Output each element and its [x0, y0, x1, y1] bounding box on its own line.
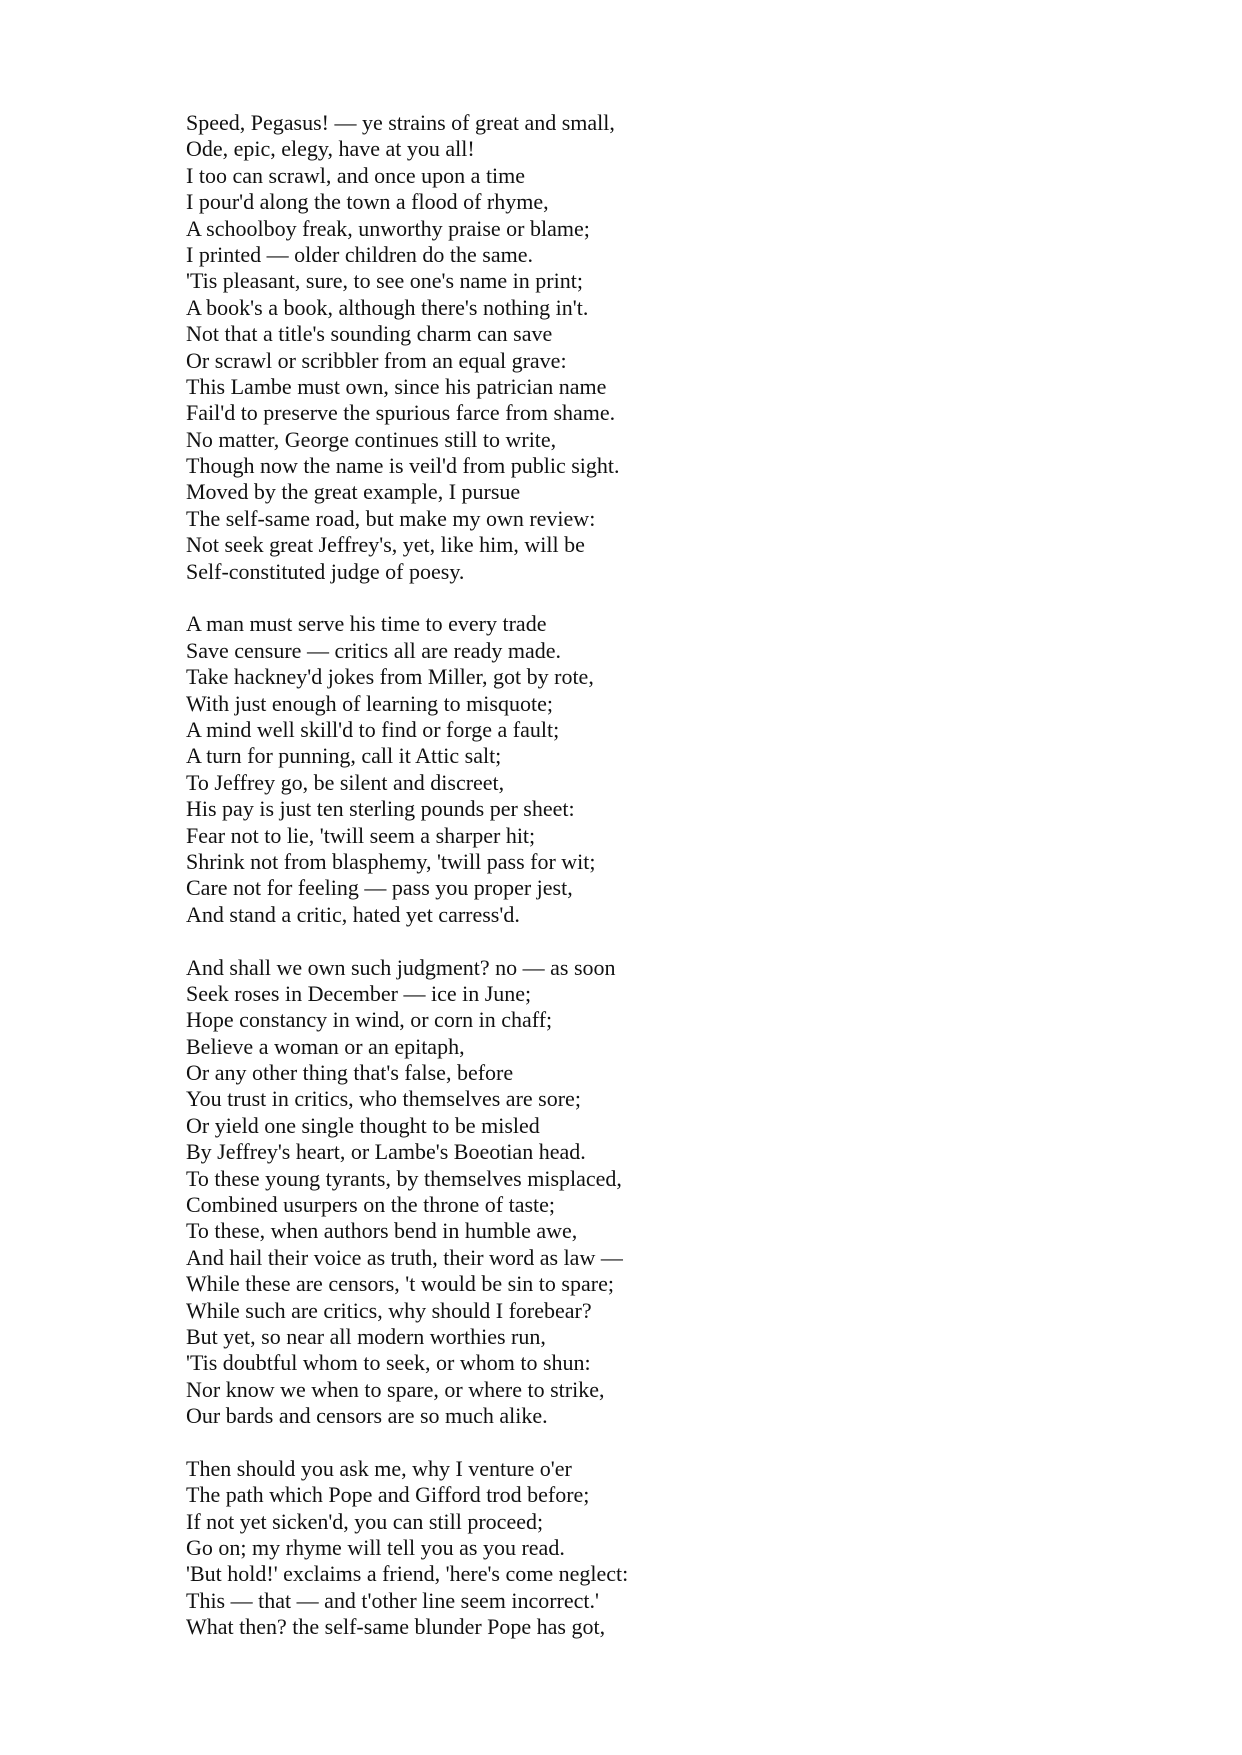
poem-line: Go on; my rhyme will tell you as you read.	[186, 1535, 565, 1561]
poem-line: Combined usurpers on the throne of taste;	[186, 1192, 556, 1218]
poem-line: Speed, Pegasus! — ye strains of great and small,	[186, 110, 615, 135]
stanza-2	[186, 611, 1186, 928]
poem-line: 'Tis doubtful whom to seek, or whom to shun:	[186, 1350, 591, 1376]
poem-line: Save censure — critics all are ready made.	[186, 637, 562, 663]
poem-line: This — that — and t'other line seem incorrect.'	[186, 1587, 599, 1613]
poem-line: Seek roses in December — ice in June;	[186, 980, 532, 1006]
poem-line: No matter, George continues still to write,	[186, 426, 557, 452]
poem-line: A book's a book, although there's nothing in't.	[186, 294, 589, 320]
stanza-break	[186, 585, 1186, 611]
poem-line: If not yet sicken'd, you can still proceed;	[186, 1508, 544, 1534]
poem-line: A mind well skill'd to find or forge a fault;	[186, 716, 560, 742]
poem-line: The self-same road, but make my own review:	[186, 505, 596, 531]
poem-line: This Lambe must own, since his patrician name	[186, 373, 607, 399]
poem-line: A schoolboy freak, unworthy praise or blame;	[186, 215, 590, 241]
poem-line: Fail'd to preserve the spurious farce from shame.	[186, 400, 616, 426]
stanza-1	[186, 110, 1186, 585]
poem-line: Not seek great Jeffrey's, yet, like him, will be	[186, 532, 585, 558]
stanza-break	[186, 928, 1186, 954]
poem-line: Believe a woman or an epitaph,	[186, 1033, 465, 1059]
poem-line: Or scrawl or scribbler from an equal grave:	[186, 347, 567, 373]
poem-line: Shrink not from blasphemy, 'twill pass for wit;	[186, 848, 596, 874]
poem-line: With just enough of learning to misquote;	[186, 690, 553, 716]
poem-line: 'Tis pleasant, sure, to see one's name in print;	[186, 268, 583, 294]
poem-line: Ode, epic, elegy, have at you all!	[186, 136, 475, 162]
poem-line: And shall we own such judgment? no — as soon	[186, 954, 616, 980]
poem-line: To Jeffrey go, be silent and discreet,	[186, 769, 505, 795]
poem-line: But yet, so near all modern worthies run,	[186, 1323, 546, 1349]
poem-line: I printed — older children do the same.	[186, 241, 534, 267]
poem-line: Nor know we when to spare, or where to strike,	[186, 1376, 605, 1402]
poem-line: Fear not to lie, 'twill seem a sharper hit;	[186, 822, 536, 848]
poem-line: Or any other thing that's false, before	[186, 1060, 514, 1086]
poem-line: To these, when authors bend in humble awe,	[186, 1218, 578, 1244]
poem-line: 'But hold!' exclaims a friend, 'here's come neglect:	[186, 1561, 629, 1587]
poem-line: While such are critics, why should I forebear?	[186, 1297, 592, 1323]
poem-line: A turn for punning, call it Attic salt;	[186, 743, 502, 769]
poem-line: Moved by the great example, I pursue	[186, 479, 521, 505]
poem-line: What then? the self-same blunder Pope has got,	[186, 1614, 606, 1640]
stanza-3	[186, 955, 1186, 1430]
poem-line: Our bards and censors are so much alike.	[186, 1403, 548, 1429]
poem-line: Or yield one single thought to be misled	[186, 1112, 540, 1138]
poem-line: You trust in critics, who themselves are sore;	[186, 1086, 581, 1112]
poem-line: Self-constituted judge of poesy.	[186, 558, 465, 584]
poem-line: I pour'd along the town a flood of rhyme,	[186, 189, 549, 215]
poem-line: The path which Pope and Gifford trod before;	[186, 1482, 590, 1508]
poem-line: Not that a title's sounding charm can save	[186, 321, 553, 347]
poem-line: And hail their voice as truth, their word as law —	[186, 1244, 623, 1270]
poem-line: A man must serve his time to every trade	[186, 611, 547, 637]
poem-line: And stand a critic, hated yet carress'd.	[186, 901, 520, 927]
stanza-break	[186, 1430, 1186, 1456]
poem-line: Take hackney'd jokes from Miller, got by rote,	[186, 664, 594, 690]
poem-line: Though now the name is veil'd from public sight.	[186, 453, 620, 479]
poem-line: His pay is just ten sterling pounds per sheet:	[186, 796, 575, 822]
poem-page	[186, 110, 1186, 1641]
poem-line: While these are censors, 't would be sin to spare;	[186, 1271, 614, 1297]
poem-line: By Jeffrey's heart, or Lambe's Boeotian head.	[186, 1139, 586, 1165]
poem-line: Care not for feeling — pass you proper jest,	[186, 875, 573, 901]
poem-line: To these young tyrants, by themselves misplaced,	[186, 1165, 622, 1191]
poem-line: Then should you ask me, why I venture o'er	[186, 1455, 572, 1481]
stanza-4	[186, 1456, 1186, 1641]
poem-line: Hope constancy in wind, or corn in chaff;	[186, 1007, 553, 1033]
poem-line: I too can scrawl, and once upon a time	[186, 162, 526, 188]
